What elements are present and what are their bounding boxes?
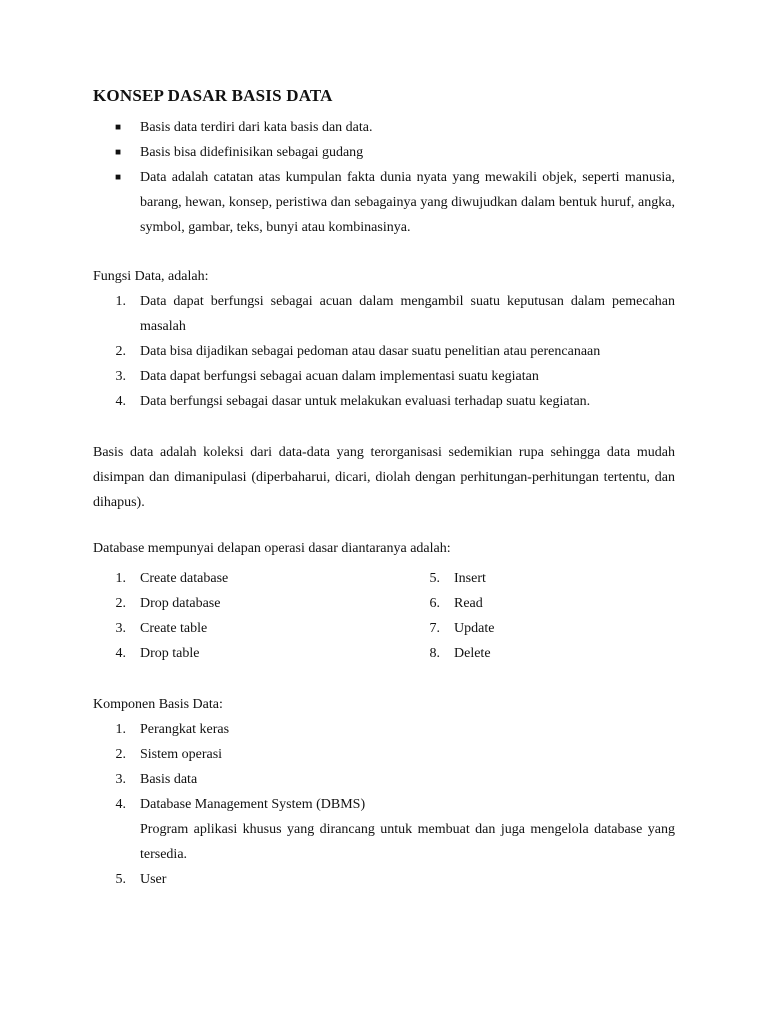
item-number: 2.	[115, 596, 126, 611]
bullet-item	[93, 140, 675, 165]
item-number: 5.	[429, 571, 440, 586]
operasi-item	[93, 566, 393, 591]
item-text: User	[140, 872, 167, 887]
operasi-item	[407, 616, 675, 641]
komponen-item	[93, 767, 675, 792]
item-number: 4.	[115, 394, 126, 409]
item-text: Create database	[140, 571, 229, 586]
operasi-item	[407, 641, 675, 666]
basis-data-paragraph: Basis data adalah koleksi dari data-data yang terorganisasi sedemikian rupa sehingga data mudah disimpan dan dimanipulasi (diperbaharui, dicari, diolah dengan perhitungan-perhitungan tertentu, dan dihapus).	[93, 445, 675, 510]
item-number: 5.	[115, 872, 126, 887]
intro-bullet-list	[93, 115, 675, 240]
item-text: Data bisa dijadikan sebagai pedoman atau dasar suatu penelitian atau perencanaan	[140, 344, 601, 359]
operasi-item	[407, 591, 675, 616]
fungsi-item	[93, 364, 675, 389]
operasi-column-left	[93, 566, 393, 666]
item-text: Drop table	[140, 646, 200, 661]
item-text: Perangkat keras	[140, 722, 230, 737]
komponen-item	[93, 717, 675, 742]
item-text: Data dapat berfungsi sebagai acuan dalam implementasi suatu kegiatan	[140, 369, 539, 384]
operasi-column-right	[407, 566, 675, 666]
fungsi-item	[93, 389, 675, 414]
item-number: 1.	[115, 294, 126, 309]
item-number: 6.	[429, 596, 440, 611]
item-text: Database Management System (DBMS)	[140, 797, 366, 812]
item-text: Create table	[140, 621, 208, 636]
bullet-square-icon: ■	[115, 172, 122, 183]
bullet-item	[93, 165, 675, 240]
item-number: 4.	[115, 797, 126, 812]
operasi-item	[93, 641, 393, 666]
bullet-text: Basis data terdiri dari kata basis dan data.	[140, 120, 373, 135]
item-number: 1.	[115, 571, 126, 586]
operasi-item	[407, 566, 675, 591]
item-number: 3.	[115, 369, 126, 384]
bullet-item	[93, 115, 675, 140]
operasi-item	[93, 616, 393, 641]
komponen-heading: Komponen Basis Data:	[93, 697, 223, 712]
item-text: Read	[454, 596, 483, 611]
item-text: Basis data	[140, 772, 198, 787]
item-text: Data dapat berfungsi sebagai acuan dalam mengambil suatu keputusan dalam pemecahan masalah	[140, 294, 675, 334]
item-number: 2.	[115, 747, 126, 762]
fungsi-item	[93, 339, 675, 364]
fungsi-section	[93, 264, 675, 414]
komponen-item	[93, 742, 675, 767]
bullet-text: Data adalah catatan atas kumpulan fakta dunia nyata yang mewakili objek, seperti manusia, barang, hewan, konsep, peristiwa dan sebagainya yang diwujudkan dalam bentuk huruf, angka, symbol, gambar, teks, bunyi atau kombinasinya.	[140, 170, 675, 235]
document-title: KONSEP DASAR BASIS DATA	[93, 86, 333, 105]
operasi-item	[93, 591, 393, 616]
item-number: 1.	[115, 722, 126, 737]
komponen-item	[93, 792, 675, 817]
bullet-text: Basis bisa didefinisikan sebagai gudang	[140, 145, 364, 160]
item-text: Sistem operasi	[140, 747, 223, 762]
komponen-section	[93, 692, 675, 892]
fungsi-item	[93, 289, 675, 339]
bullet-square-icon: ■	[115, 147, 122, 158]
item-number: 2.	[115, 344, 126, 359]
fungsi-heading: Fungsi Data, adalah:	[93, 269, 209, 284]
dbms-description: Program aplikasi khusus yang dirancang untuk membuat dan juga mengelola database yang tersedia.	[140, 822, 675, 862]
item-number: 4.	[115, 646, 126, 661]
operasi-heading: Database mempunyai delapan operasi dasar diantaranya adalah:	[93, 541, 451, 556]
item-text: Delete	[454, 646, 491, 661]
item-number: 7.	[429, 621, 440, 636]
item-text: Update	[454, 621, 495, 636]
bullet-square-icon: ■	[115, 122, 122, 133]
komponen-item	[93, 867, 675, 892]
item-text: Drop database	[140, 596, 221, 611]
item-number: 3.	[115, 621, 126, 636]
item-text: Insert	[454, 571, 486, 586]
item-number: 3.	[115, 772, 126, 787]
item-number: 8.	[429, 646, 440, 661]
item-text: Data berfungsi sebagai dasar untuk melakukan evaluasi terhadap suatu kegiatan.	[140, 394, 591, 409]
